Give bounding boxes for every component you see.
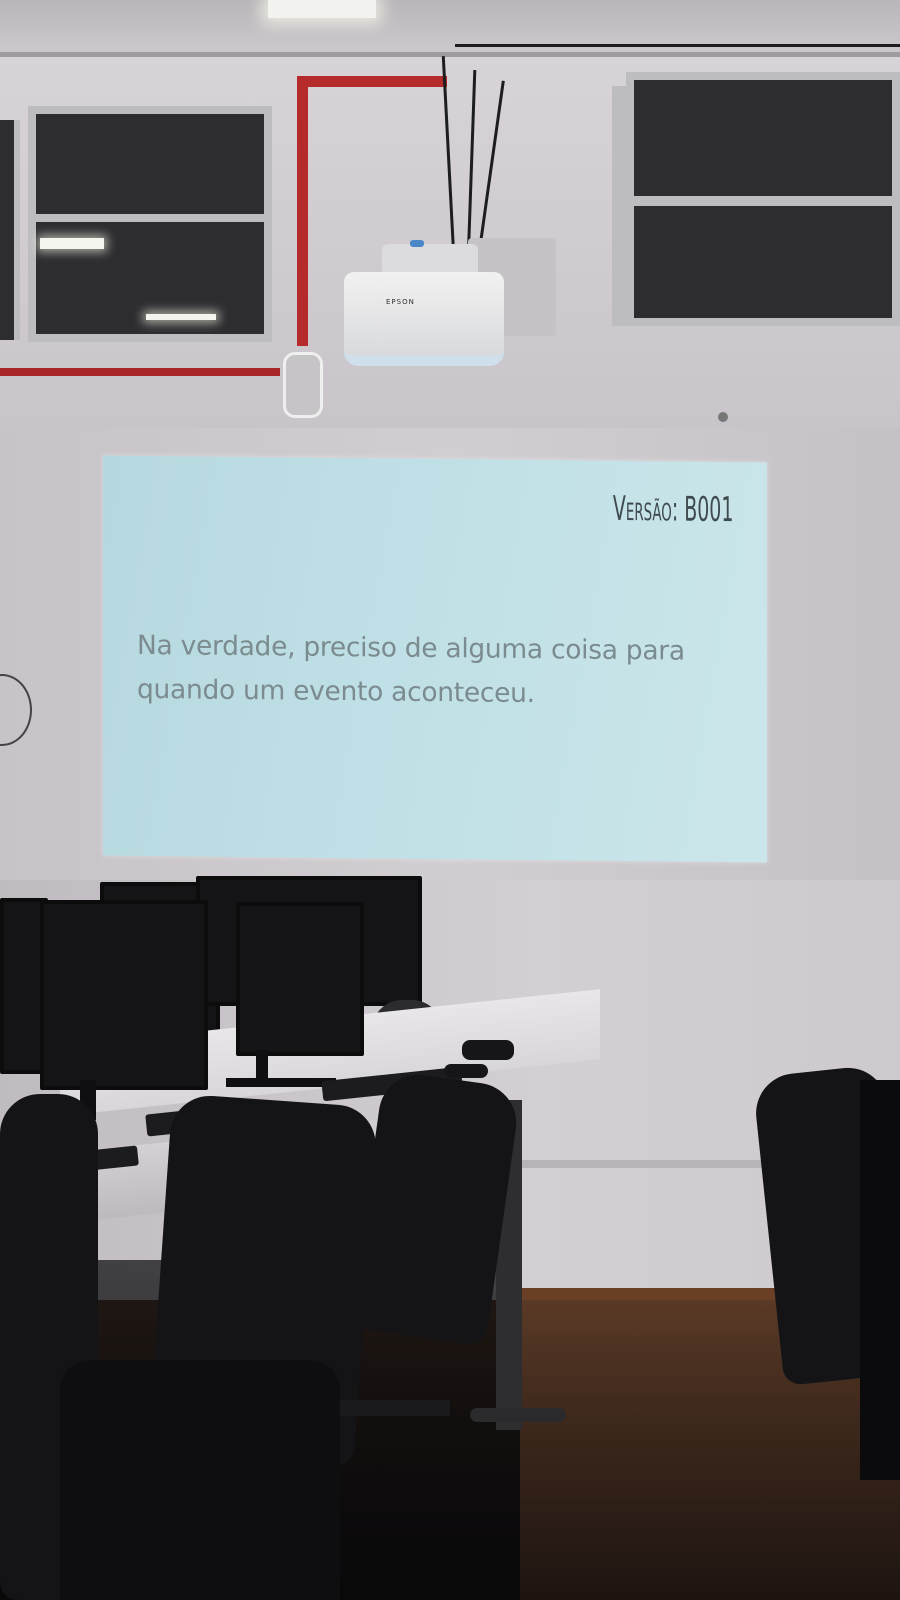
ceiling: [0, 0, 900, 60]
window-left-mullion: [28, 214, 272, 222]
window-right-mullion: [626, 196, 900, 206]
projector: [344, 272, 504, 366]
projector-button: [410, 240, 424, 247]
mouse: [444, 1064, 488, 1078]
window-right-frame: [612, 86, 626, 326]
window-left: [28, 106, 272, 342]
ceiling-light: [268, 0, 376, 18]
projector-brand: EPSON: [386, 298, 415, 306]
slide-body-text: Na verdade, preciso de alguma coisa para quando um evento aconteceu.: [137, 629, 685, 710]
red-pipe-vertical: [297, 86, 308, 346]
monitor-stand: [256, 1050, 268, 1080]
ceiling-cable: [455, 44, 900, 47]
monitor-base: [226, 1078, 336, 1087]
light-reflection: [146, 314, 216, 320]
projected-slide: [103, 456, 767, 863]
red-pipe-horizontal: [297, 76, 447, 87]
speaker: [462, 1040, 514, 1060]
desk-leg-foot: [470, 1408, 566, 1422]
wall-sensor: [718, 412, 728, 422]
projector-top: [382, 244, 478, 272]
window-left-partial: [0, 120, 20, 340]
monitor: [40, 900, 208, 1090]
light-reflection: [40, 238, 104, 249]
chair-arm: [860, 1080, 900, 1480]
slide-version-label: Versão: B001: [612, 488, 733, 531]
wall-outlet-box: [283, 352, 323, 418]
red-pipe-low: [0, 368, 280, 376]
chair-seat: [60, 1360, 340, 1600]
monitor: [236, 902, 364, 1056]
